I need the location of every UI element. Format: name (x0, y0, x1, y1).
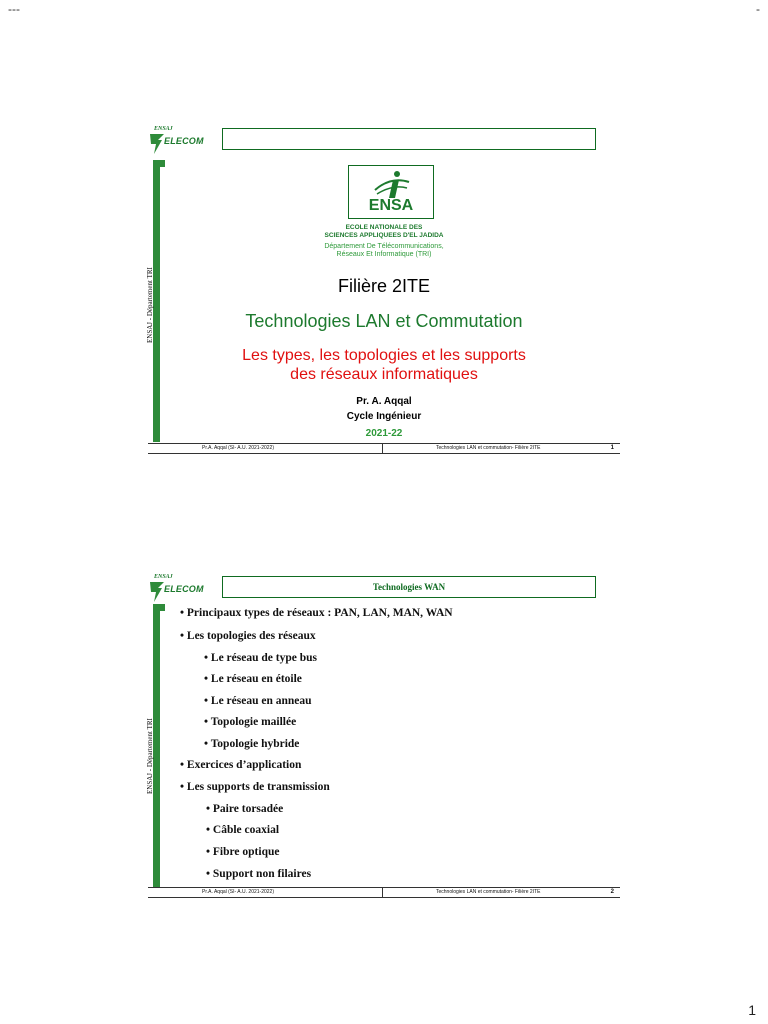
logo-main-text: ELECOM (164, 584, 204, 594)
filiere-title: Filière 2ITE (337, 276, 431, 296)
slide-number: 1 (610, 445, 614, 451)
subtitle-line1: Les types, les topologies et les supports (242, 347, 526, 364)
department-line2: Réseaux Et Informatique (TRI) (336, 251, 432, 258)
logo-top-text: ENSAJ (154, 574, 173, 580)
ensa-logo-text: ENSA (368, 197, 414, 214)
school-name-line2: SCIENCES APPLIQUEES D'EL JADIDA (324, 232, 444, 239)
footer-course: Technologies LAN et commutation- Filière 2ITE (436, 445, 541, 451)
list-item: • Les topologies des réseaux (180, 630, 316, 642)
logo-main-text: ELECOM (164, 136, 204, 146)
subtitle-line2: des réseaux informatiques (290, 366, 478, 383)
slide-number: 2 (610, 889, 614, 895)
list-item: • Les supports de transmission (180, 781, 330, 793)
footer-course: Technologies LAN et commutation- Filière 2ITE (436, 889, 541, 895)
list-item: • Principaux types de réseaux : PAN, LAN, MAN, WAN (180, 607, 453, 619)
list-item: • Topologie maillée (204, 716, 297, 728)
slide-title-box: Technologies WAN (222, 576, 596, 598)
ensa-logo (348, 165, 434, 219)
list-item: • Le réseau en anneau (204, 695, 312, 707)
cycle-label: Cycle Ingénieur (346, 411, 422, 422)
elecom-logo (148, 576, 214, 604)
list-item: • Exercices d’application (180, 759, 302, 771)
list-item: • Le réseau de type bus (204, 652, 317, 664)
department-line1: Département De Télécommunications, (324, 243, 444, 250)
footer-author: Pr.A. Aqqal (SI- A.U. 2021-2022) (202, 445, 274, 451)
page-header-right: - (756, 2, 760, 16)
list-item: • Câble coaxial (206, 824, 280, 836)
slide-2 (148, 576, 620, 906)
footer-author: Pr.A. Aqqal (SI- A.U. 2021-2022) (202, 889, 274, 895)
list-item: • Topologie hybride (204, 738, 300, 750)
list-item: • Support non filaires (206, 868, 312, 880)
academic-year: 2021-22 (365, 428, 403, 439)
page-header-left: --- (8, 2, 20, 16)
slide-footer (148, 887, 620, 898)
sidebar-text: ENSAJ - Département TRI (146, 718, 154, 794)
list-item: • Le réseau en étoile (204, 673, 302, 685)
list-item: • Paire torsadée (206, 803, 284, 815)
course-title: Technologies LAN et Commutation (245, 311, 523, 331)
slide-title-box (222, 128, 596, 150)
school-name-line1: ECOLE NATIONALE DES (345, 224, 423, 231)
elecom-logo (148, 128, 214, 156)
slide-footer (148, 443, 620, 454)
logo-top-text: ENSAJ (154, 126, 173, 132)
list-item: • Fibre optique (206, 846, 280, 858)
author-name: Pr. A. Aqqal (356, 396, 412, 407)
page-number: 1 (748, 1002, 756, 1018)
slide-1 (148, 128, 620, 456)
sidebar-text: ENSAJ - Département TRI (146, 267, 154, 343)
